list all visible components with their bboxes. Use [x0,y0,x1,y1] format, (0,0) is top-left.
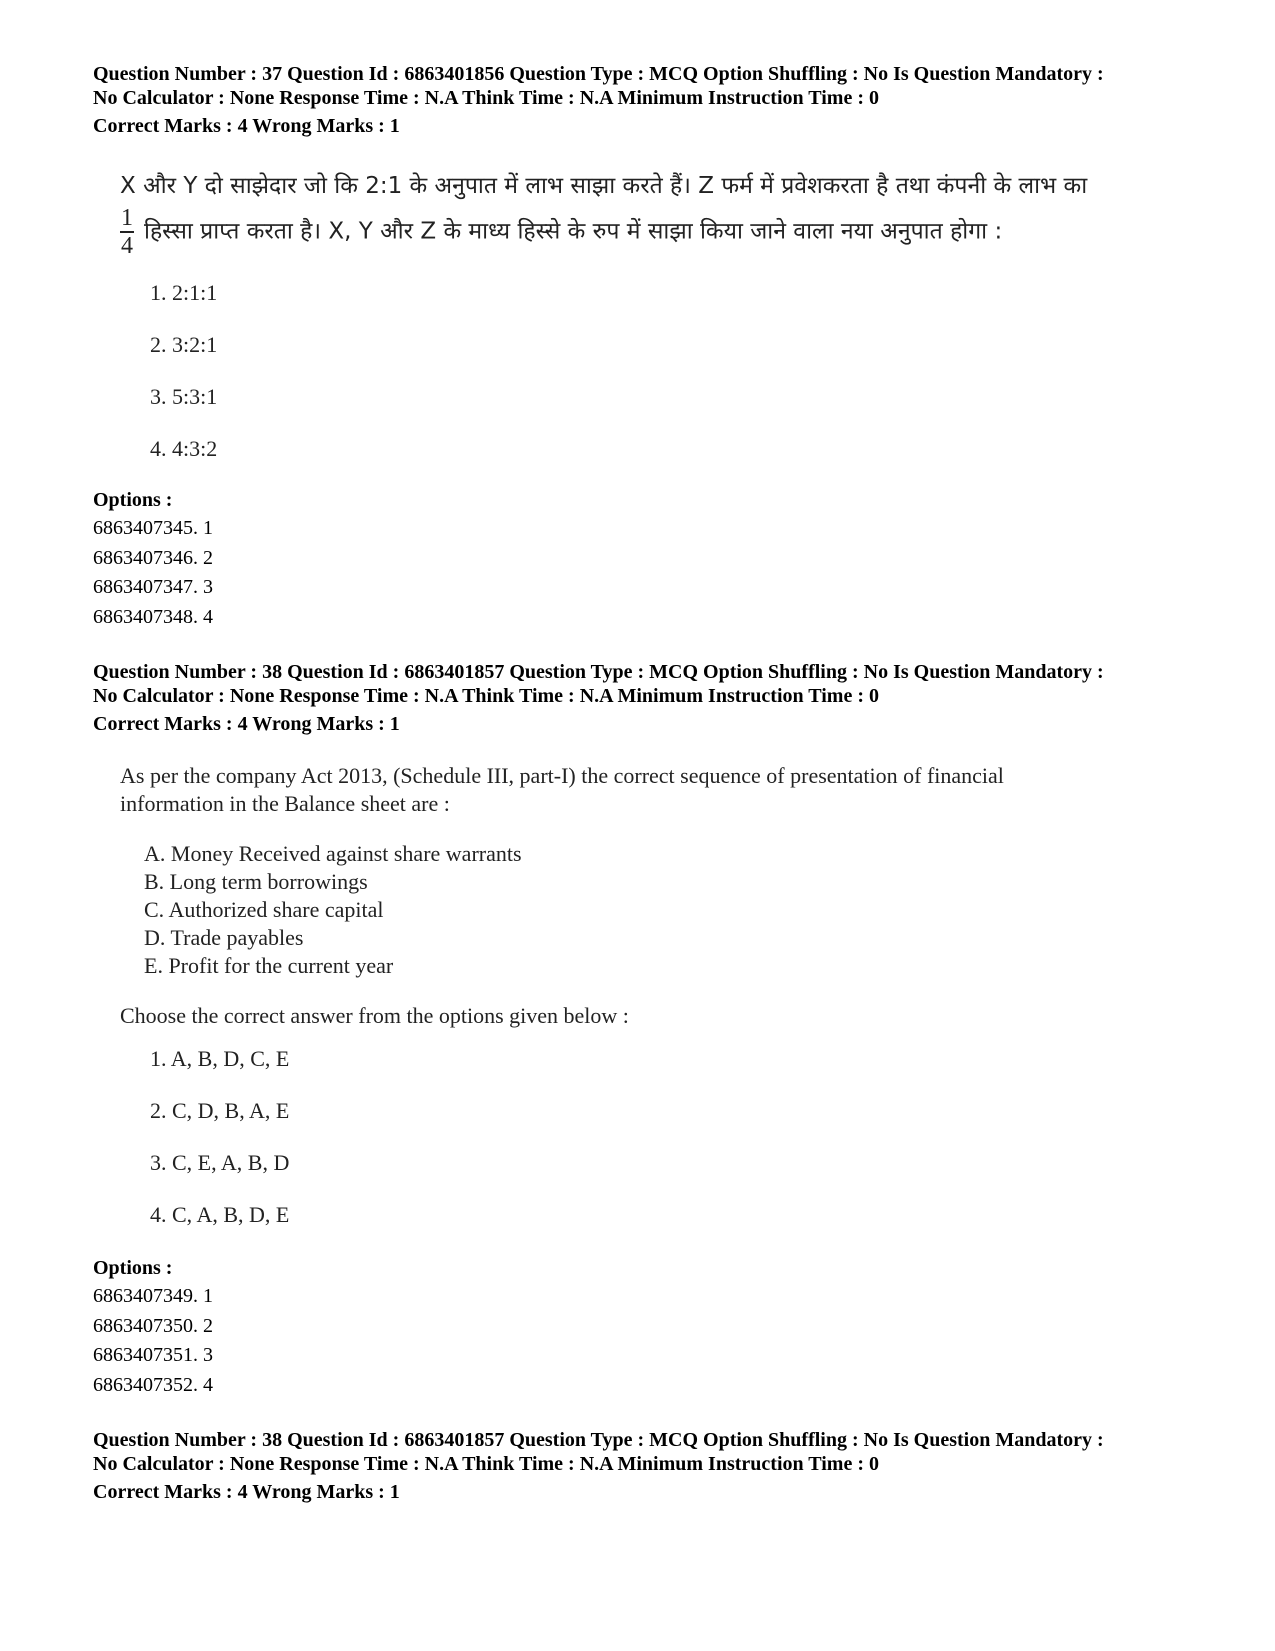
q37-question [120,168,1180,258]
q37-options [93,486,1213,632]
q38-instruction: Choose the correct answer from the options given below : [120,1003,629,1028]
q38-option-id-3: 6863407351. 3 [93,1344,213,1366]
q38-item-c: C. Authorized share capital [144,897,384,922]
q38-question [120,762,1180,1030]
q37-option-id-3: 6863407347. 3 [93,576,213,598]
q38-meta-line1: Question Number : 38 Question Id : 6863401857 Question Type : MCQ Option Shuffling : No Is Question Mandatory : [93,661,1104,683]
q38-options-title: Options : [93,1257,173,1279]
q37-choice-3: 3. 5:3:1 [150,384,218,409]
q38-item-d: D. Trade payables [144,925,304,950]
q38-question-line1: As per the company Act 2013, (Schedule III, part-I) the correct sequence of presentation of financial [120,763,1004,788]
q37-meta-line1: Question Number : 37 Question Id : 6863401856 Question Type : MCQ Option Shuffling : No Is Question Mandatory : [93,63,1104,85]
q37-fraction [120,206,134,258]
q37-question-line1: X और Y दो साझेदार जो कि 2:1 के अनुपात में लाभ साझा करते हैं। Z फर्म में प्रवेशकरता है तथा कंपनी के लाभ का [120,173,1088,199]
q37-option-id-2: 6863407346. 2 [93,546,213,569]
q38-repeat-meta-line1: Question Number : 38 Question Id : 6863401857 Question Type : MCQ Option Shuffling : No Is Question Mandatory : [93,1429,1104,1451]
q38-choice-1: 1. A, B, D, C, E [150,1046,290,1071]
q37-meta-line2: No Calculator : None Response Time : N.A Think Time : N.A Minimum Instruction Time : 0 [93,87,879,109]
q38-choice-4: 4. C, A, B, D, E [150,1202,290,1227]
q38-option-id-1: 6863407349. 1 [93,1285,213,1307]
q37-option-id-4: 6863407348. 4 [93,605,213,628]
q37-choice-1: 1. 2:1:1 [150,280,218,305]
q38-repeat-marks: Correct Marks : 4 Wrong Marks : 1 [93,1481,400,1503]
q37-fraction-numerator: 1 [121,205,133,231]
q38-question-line2: information in the Balance sheet are : [120,791,450,816]
q38-repeat-header [93,1428,1213,1504]
q38-options [93,1254,1213,1400]
q37-question-line2-row [120,206,1180,258]
q37-option-id-1: 6863407345. 1 [93,517,213,539]
q38-marks: Correct Marks : 4 Wrong Marks : 1 [93,713,400,735]
q38-choice-3: 3. C, E, A, B, D [150,1150,290,1175]
q37-question-line2: हिस्सा प्राप्त करता है। X, Y और Z के माध्य हिस्से के रुप में साझा किया जाने वाला नया अनुपात होगा : [144,218,1003,245]
q37-fraction-denominator: 4 [121,233,133,259]
q38-item-e: E. Profit for the current year [144,953,394,978]
q37-marks: Correct Marks : 4 Wrong Marks : 1 [93,115,400,137]
q38-items [120,840,1180,980]
q38-header [93,660,1213,736]
q38-repeat-meta-line2: No Calculator : None Response Time : N.A Think Time : N.A Minimum Instruction Time : 0 [93,1453,879,1475]
q38-option-id-2: 6863407350. 2 [93,1314,213,1337]
q38-meta-line2: No Calculator : None Response Time : N.A Think Time : N.A Minimum Instruction Time : 0 [93,685,879,707]
q38-item-a: A. Money Received against share warrants [144,841,522,866]
q38-option-id-4: 6863407352. 4 [93,1373,213,1396]
q37-choice-4: 4. 4:3:2 [150,436,218,461]
q37-options-title: Options : [93,489,173,511]
q38-choice-2: 2. C, D, B, A, E [150,1098,290,1123]
q37-header [93,62,1213,138]
q37-choice-2: 2. 3:2:1 [150,332,218,357]
q38-item-b: B. Long term borrowings [144,869,368,894]
